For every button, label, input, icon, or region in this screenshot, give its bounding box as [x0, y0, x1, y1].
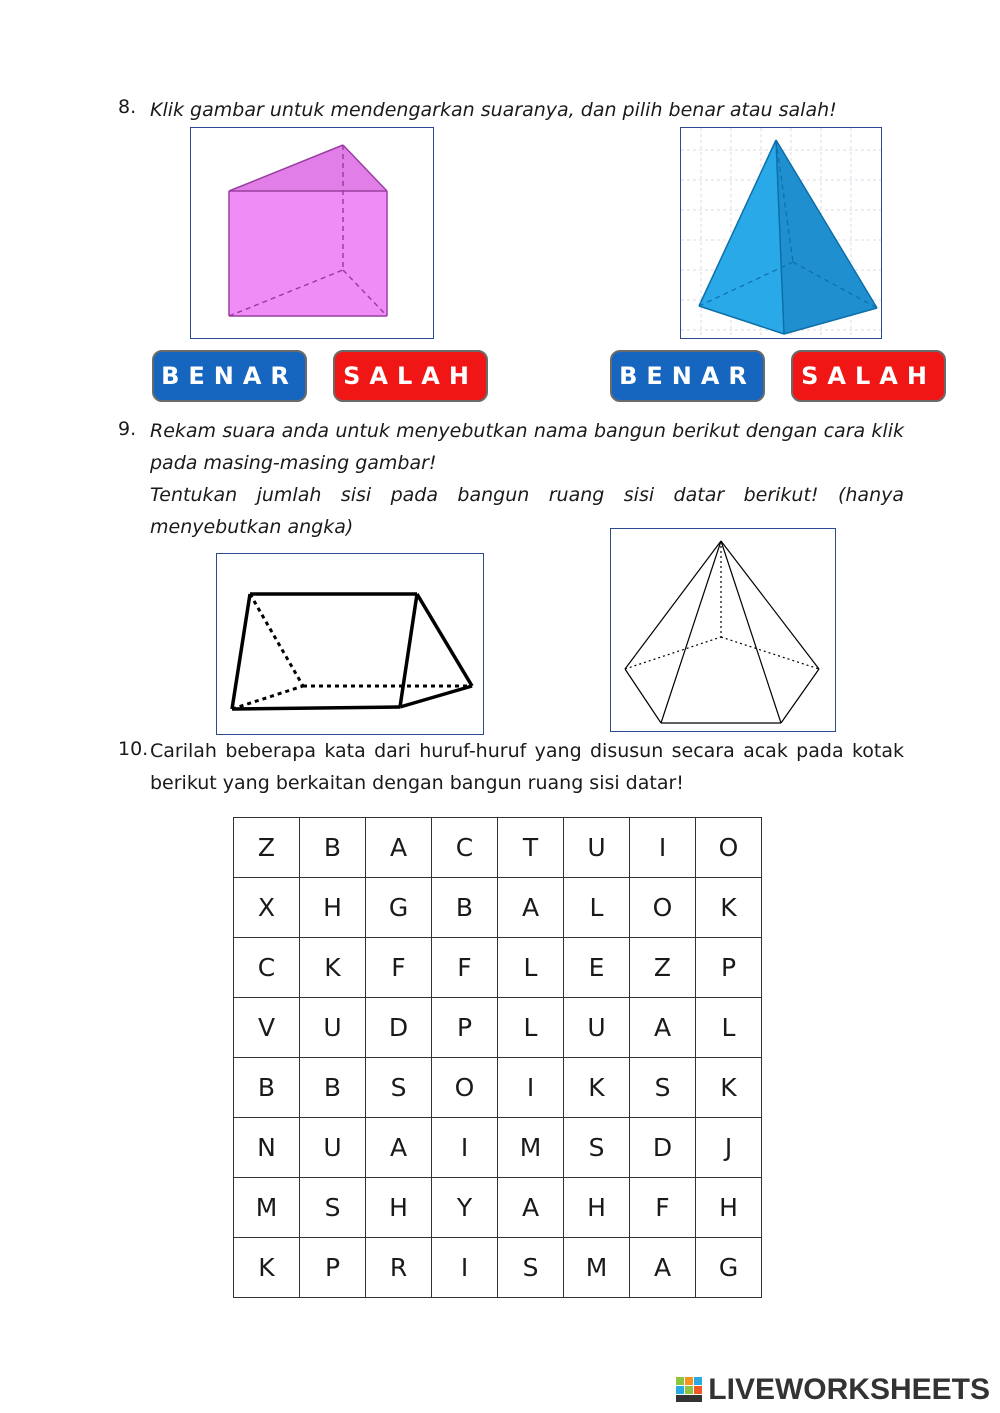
grid-cell[interactable]: D	[366, 998, 432, 1058]
grid-cell[interactable]: R	[366, 1238, 432, 1298]
grid-cell[interactable]: N	[234, 1118, 300, 1178]
grid-cell[interactable]: C	[234, 938, 300, 998]
grid-cell[interactable]: M	[564, 1238, 630, 1298]
grid-cell[interactable]: A	[366, 818, 432, 878]
grid-row	[234, 998, 762, 1058]
grid-cell[interactable]: B	[300, 1058, 366, 1118]
grid-cell[interactable]: B	[234, 1058, 300, 1118]
grid-cell[interactable]: L	[696, 998, 762, 1058]
q8-instruction: Klik gambar untuk mendengarkan suaranya, dan pilih benar atau salah!	[150, 99, 837, 121]
grid-cell[interactable]: F	[432, 938, 498, 998]
word-search-grid	[233, 817, 762, 1298]
pyramid-benar-button[interactable]: BENAR	[610, 350, 765, 402]
grid-row	[234, 1118, 762, 1178]
grid-cell[interactable]: Z	[630, 938, 696, 998]
grid-cell[interactable]: U	[564, 818, 630, 878]
grid-cell[interactable]: K	[234, 1238, 300, 1298]
triangular-prism-outline	[217, 554, 483, 734]
grid-cell[interactable]: H	[696, 1178, 762, 1238]
grid-cell[interactable]: K	[300, 938, 366, 998]
grid-cell[interactable]: U	[300, 1118, 366, 1178]
grid-cell[interactable]: A	[630, 998, 696, 1058]
prism-benar-button[interactable]: BENAR	[152, 350, 307, 402]
grid-cell[interactable]: H	[564, 1178, 630, 1238]
grid-cell[interactable]: K	[696, 878, 762, 938]
grid-cell[interactable]: S	[564, 1118, 630, 1178]
logo-text: LIVEWORKSHEETS	[708, 1373, 990, 1406]
q9-line2: Tentukan jumlah sisi pada bangun ruang sisi datar berikut! (hanya menyebutkan angka)	[150, 484, 904, 538]
grid-cell[interactable]: I	[432, 1118, 498, 1178]
grid-cell[interactable]: S	[366, 1058, 432, 1118]
grid-row	[234, 938, 762, 998]
grid-cell[interactable]: G	[696, 1238, 762, 1298]
q9-instruction	[150, 415, 904, 543]
q10-instruction: Carilah beberapa kata dari huruf-huruf yang disusun secara acak pada kotak berikut yang berkaitan dengan bangun ruang sisi datar!	[150, 740, 904, 794]
q9-line1: Rekam suara anda untuk menyebutkan nama bangun berikut dengan cara klik pada masing-masing gambar!	[150, 420, 904, 474]
wire-prism-image[interactable]	[216, 553, 484, 735]
grid-cell[interactable]: K	[696, 1058, 762, 1118]
grid-cell[interactable]: M	[498, 1118, 564, 1178]
grid-cell[interactable]: F	[366, 938, 432, 998]
grid-cell[interactable]: X	[234, 878, 300, 938]
grid-cell[interactable]: B	[432, 878, 498, 938]
pentagonal-pyramid-outline	[611, 529, 835, 731]
grid-cell[interactable]: L	[498, 938, 564, 998]
grid-cell[interactable]: H	[366, 1178, 432, 1238]
grid-cell[interactable]: P	[432, 998, 498, 1058]
grid-row	[234, 1238, 762, 1298]
pyramid-salah-button[interactable]: SALAH	[791, 350, 946, 402]
grid-cell[interactable]: T	[498, 818, 564, 878]
grid-cell[interactable]: E	[564, 938, 630, 998]
q10-number: 10.	[118, 738, 149, 760]
pyramid-image[interactable]	[680, 127, 882, 339]
pentagonal-pyramid-image[interactable]	[610, 528, 836, 732]
grid-cell[interactable]: Z	[234, 818, 300, 878]
grid-row	[234, 818, 762, 878]
grid-cell[interactable]: L	[498, 998, 564, 1058]
grid-cell[interactable]: S	[498, 1238, 564, 1298]
blue-square-pyramid	[681, 128, 881, 338]
liveworksheets-logo	[676, 1373, 990, 1407]
grid-cell[interactable]: F	[630, 1178, 696, 1238]
grid-cell[interactable]: V	[234, 998, 300, 1058]
grid-cell[interactable]: H	[300, 878, 366, 938]
grid-cell[interactable]: U	[564, 998, 630, 1058]
grid-row	[234, 1178, 762, 1238]
grid-cell[interactable]: O	[696, 818, 762, 878]
q8-number: 8.	[118, 96, 137, 118]
grid-cell[interactable]: C	[432, 818, 498, 878]
grid-cell[interactable]: A	[366, 1118, 432, 1178]
grid-cell[interactable]: K	[564, 1058, 630, 1118]
grid-row	[234, 878, 762, 938]
grid-cell[interactable]: A	[498, 1178, 564, 1238]
grid-cell[interactable]: O	[630, 878, 696, 938]
prism-image[interactable]	[190, 127, 434, 339]
grid-cell[interactable]: Y	[432, 1178, 498, 1238]
grid-cell[interactable]: P	[300, 1238, 366, 1298]
grid-cell[interactable]: U	[300, 998, 366, 1058]
q9-number: 9.	[118, 418, 137, 440]
grid-row	[234, 1058, 762, 1118]
grid-cell[interactable]: B	[300, 818, 366, 878]
grid-cell[interactable]: P	[696, 938, 762, 998]
grid-cell[interactable]: J	[696, 1118, 762, 1178]
grid-cell[interactable]: L	[564, 878, 630, 938]
pink-triangular-prism	[191, 128, 433, 338]
grid-cell[interactable]: A	[630, 1238, 696, 1298]
prism-salah-button[interactable]: SALAH	[333, 350, 488, 402]
grid-cell[interactable]: A	[498, 878, 564, 938]
grid-cell[interactable]: M	[234, 1178, 300, 1238]
grid-cell[interactable]: I	[432, 1238, 498, 1298]
logo-icon	[676, 1377, 704, 1403]
grid-cell[interactable]: S	[630, 1058, 696, 1118]
grid-cell[interactable]: O	[432, 1058, 498, 1118]
grid-cell[interactable]: D	[630, 1118, 696, 1178]
grid-cell[interactable]: S	[300, 1178, 366, 1238]
grid-cell[interactable]: G	[366, 878, 432, 938]
grid-cell[interactable]: I	[498, 1058, 564, 1118]
grid-cell[interactable]: I	[630, 818, 696, 878]
